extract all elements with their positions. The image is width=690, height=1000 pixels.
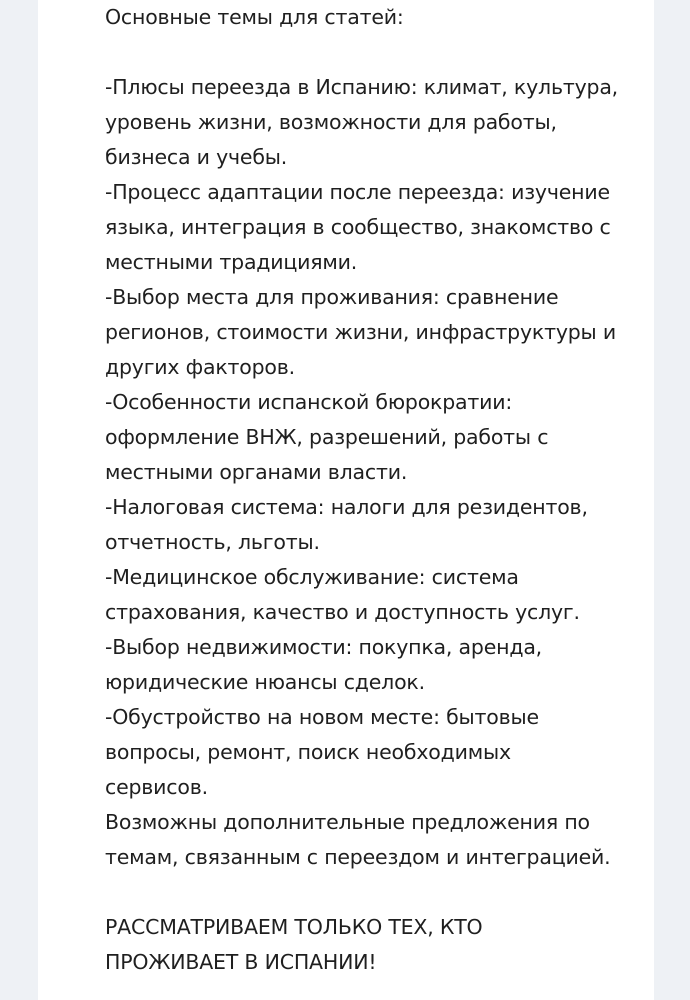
- topic-line: регионов, стоимости жизни, инфраструктуры и: [105, 320, 616, 344]
- post-text: [105, 0, 650, 980]
- topic-line: -Процесс адаптации после переезда: изучение: [105, 180, 610, 204]
- topic-line: вопросы, ремонт, поиск необходимых: [105, 740, 511, 764]
- topic-line: оформление ВНЖ, разрешений, работы с: [105, 425, 549, 449]
- topic-line: языка, интеграция в сообщество, знакомство с: [105, 215, 611, 239]
- topic-line: уровень жизни, возможности для работы,: [105, 110, 557, 134]
- topic-line: других факторов.: [105, 355, 295, 379]
- topic-item-6: [105, 560, 650, 630]
- topic-line: страхования, качество и доступность услуг.: [105, 600, 580, 624]
- topic-line: -Плюсы переезда в Испанию: климат, культура,: [105, 75, 618, 99]
- topic-line: юридические нюансы сделок.: [105, 670, 425, 694]
- spacer: [105, 875, 650, 910]
- topic-line: местными органами власти.: [105, 460, 408, 484]
- topic-line: -Особенности испанской бюрократии:: [105, 390, 513, 414]
- topic-item-5: [105, 490, 650, 560]
- topic-line: -Обустройство на новом месте: бытовые: [105, 705, 539, 729]
- topic-line: отчетность, льготы.: [105, 530, 320, 554]
- topic-item-4: [105, 385, 650, 490]
- topic-line: местными традициями.: [105, 250, 358, 274]
- topic-item-8: [105, 700, 650, 805]
- topic-item-7: [105, 630, 650, 700]
- topic-item-1: [105, 70, 650, 175]
- topic-item-3: [105, 280, 650, 385]
- topic-item-2: [105, 175, 650, 280]
- topics-heading: Основные темы для статей:: [105, 5, 404, 29]
- notice-line: РАССМАТРИВАЕМ ТОЛЬКО ТЕХ, КТО: [105, 915, 483, 939]
- closing-paragraph: [105, 805, 650, 875]
- topic-line: бизнеса и учебы.: [105, 145, 288, 169]
- topic-line: -Налоговая система: налоги для резидентов,: [105, 495, 588, 519]
- residency-notice: [105, 910, 650, 980]
- notice-line: ПРОЖИВАЕТ В ИСПАНИИ!: [105, 950, 377, 974]
- closing-line: Возможны дополнительные предложения по: [105, 810, 590, 834]
- topic-line: -Выбор места для проживания: сравнение: [105, 285, 559, 309]
- spacer: [105, 35, 650, 70]
- topic-line: сервисов.: [105, 775, 208, 799]
- topic-line: -Медицинское обслуживание: система: [105, 565, 519, 589]
- topic-line: -Выбор недвижимости: покупка, аренда,: [105, 635, 542, 659]
- closing-line: темам, связанным с переездом и интеграцией.: [105, 845, 611, 869]
- post-card: [38, 0, 654, 1000]
